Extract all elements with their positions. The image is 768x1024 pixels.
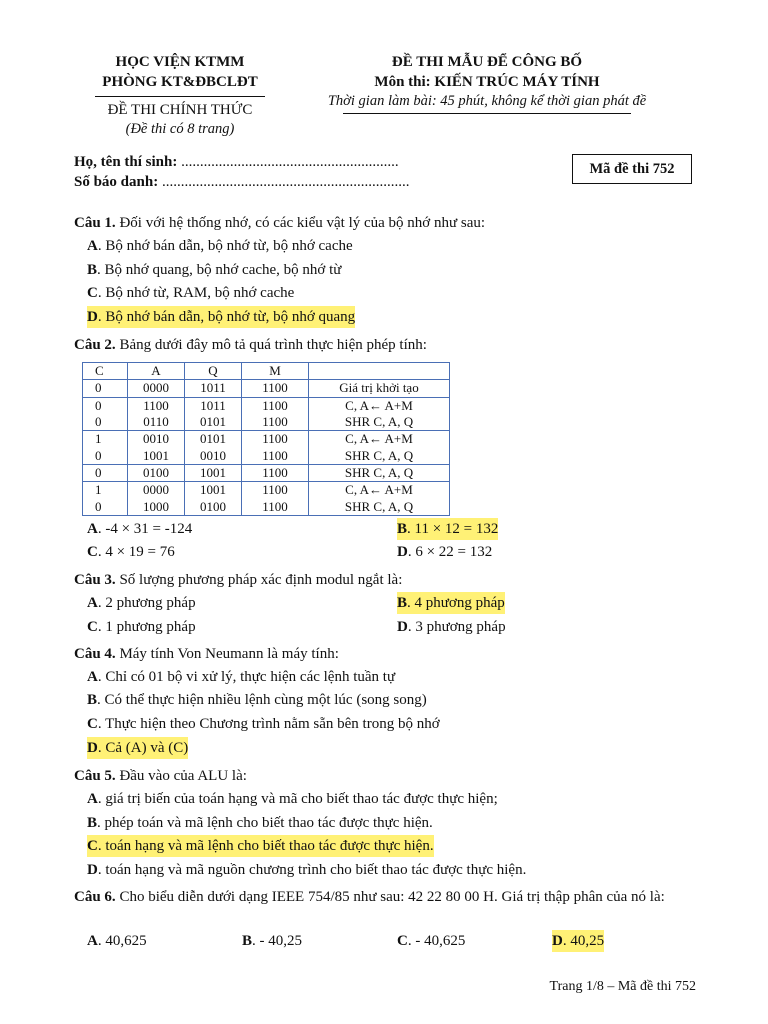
question-2-option-a[interactable]: A. -4 × 31 = -124	[87, 521, 193, 537]
institution-name: HỌC VIỆN KTMM	[115, 54, 245, 70]
question-4: Câu 4. Máy tính Von Neumann là máy tính:	[74, 646, 339, 662]
table-row: 0 0100 1001 1100 SHR C, A, Q	[83, 464, 450, 481]
table-row: 0 0000 1011 1100 Giá trị khởi tạo	[83, 380, 450, 397]
question-1-option-c[interactable]: C. Bộ nhớ từ, RAM, bộ nhớ cache	[87, 285, 295, 301]
question-6-option-a[interactable]: A. 40,625	[87, 933, 147, 949]
id-field[interactable]: ..................................................................	[158, 174, 410, 190]
question-1: Câu 1. Đối với hệ thống nhớ, có các kiểu vật lý của bộ nhớ như sau:	[74, 215, 486, 231]
question-5-option-b[interactable]: B. phép toán và mã lệnh cho biết thao tác được thực hiện.	[87, 815, 433, 831]
question-6-option-b[interactable]: B. - 40,25	[242, 933, 303, 949]
table-header	[309, 363, 450, 380]
question-4-option-b[interactable]: B. Có thể thực hiện nhiều lệnh cùng một lúc (song song)	[87, 692, 427, 708]
table-row: 0 1000 0100 1100 SHR C, A, Q	[83, 498, 450, 515]
header-divider-right	[343, 113, 631, 114]
table-row: 0 1001 0010 1100 SHR C, A, Q	[83, 447, 450, 464]
question-3-option-d[interactable]: D. 3 phương pháp	[397, 619, 506, 635]
name-label: Họ, tên thí sinh:	[74, 154, 178, 170]
question-1-option-a[interactable]: A. Bộ nhớ bán dẫn, bộ nhớ từ, bộ nhớ cache	[87, 238, 353, 254]
table-row: 1 0010 0101 1100 C, A← A+M	[83, 431, 450, 448]
page-footer: Trang 1/8 – Mã đề thi 752	[549, 979, 696, 994]
table-header-row	[83, 363, 450, 380]
table-header: Q	[185, 363, 242, 380]
page-count-note: (Đề thi có 8 trang)	[125, 121, 235, 137]
question-3-option-a[interactable]: A. 2 phương pháp	[87, 595, 196, 611]
computation-table	[82, 362, 450, 516]
question-2-option-c[interactable]: C. 4 × 19 = 76	[87, 544, 175, 560]
question-6: Câu 6. Cho biểu diễn dưới dạng IEEE 754/85 như sau: 42 22 80 00 H. Giá trị thập phân của nó là:	[74, 889, 665, 905]
header-divider-left	[95, 96, 265, 97]
question-5-option-a[interactable]: A. giá trị biến của toán hạng và mã cho biết thao tác được thực hiện;	[87, 791, 498, 807]
table-row: 1 0000 1001 1100 C, A← A+M	[83, 482, 450, 499]
question-6-option-c[interactable]: C. - 40,625	[397, 933, 466, 949]
table-row: 0 1100 1011 1100 C, A← A+M	[83, 397, 450, 414]
institution-header	[62, 52, 298, 139]
exam-code-box: Mã đề thi 752	[572, 154, 692, 184]
table-header: A	[128, 363, 185, 380]
question-5-option-c[interactable]: C. toán hạng và mã lệnh cho biết thao tác được thực hiện.	[87, 835, 434, 857]
question-2: Câu 2. Bảng dưới đây mô tả quá trình thực hiện phép tính:	[74, 337, 427, 353]
question-1-option-b[interactable]: B. Bộ nhớ quang, bộ nhớ cache, bộ nhớ từ	[87, 262, 342, 278]
question-6-option-d[interactable]: D. 40,25	[552, 930, 604, 952]
question-2-option-d[interactable]: D. 6 × 22 = 132	[397, 544, 493, 560]
exam-header	[298, 52, 676, 114]
id-label: Số báo danh:	[74, 174, 159, 190]
candidate-info	[74, 152, 409, 192]
question-3: Câu 3. Số lượng phương pháp xác định modul ngắt là:	[74, 572, 403, 588]
table-header: M	[242, 363, 309, 380]
question-5-option-d[interactable]: D. toán hạng và mã nguồn chương trình cho biết thao tác được thực hiện.	[87, 862, 527, 878]
table-header: C	[83, 363, 128, 380]
name-field[interactable]: ..........................................................	[177, 154, 399, 170]
question-4-option-c[interactable]: C. Thực hiện theo Chương trình nằm sẵn bên trong bộ nhớ	[87, 716, 440, 732]
subject-name: Môn thi: KIẾN TRÚC MÁY TÍNH	[374, 74, 600, 90]
exam-title: ĐỀ THI MẪU ĐỂ CÔNG BỐ	[391, 54, 583, 70]
question-5: Câu 5. Đầu vào của ALU là:	[74, 768, 247, 784]
question-1-option-d[interactable]: D. Bộ nhớ bán dẫn, bộ nhớ từ, bộ nhớ quang	[87, 306, 355, 328]
question-3-option-c[interactable]: C. 1 phương pháp	[87, 619, 196, 635]
time-limit: Thời gian làm bài: 45 phút, không kể thời gian phát đề	[327, 93, 647, 109]
department-name: PHÒNG KT&ĐBCLĐT	[102, 74, 258, 90]
question-2-option-b[interactable]: B. 11 × 12 = 132	[397, 518, 498, 540]
table-row: 0 0110 0101 1100 SHR C, A, Q	[83, 414, 450, 431]
question-4-option-a[interactable]: A. Chỉ có 01 bộ vi xử lý, thực hiện các lệnh tuần tự	[87, 669, 396, 685]
official-exam-label: ĐỀ THI CHÍNH THỨC	[107, 102, 253, 118]
question-4-option-d[interactable]: D. Cả (A) và (C)	[87, 737, 188, 759]
question-3-option-b[interactable]: B. 4 phương pháp	[397, 592, 505, 614]
